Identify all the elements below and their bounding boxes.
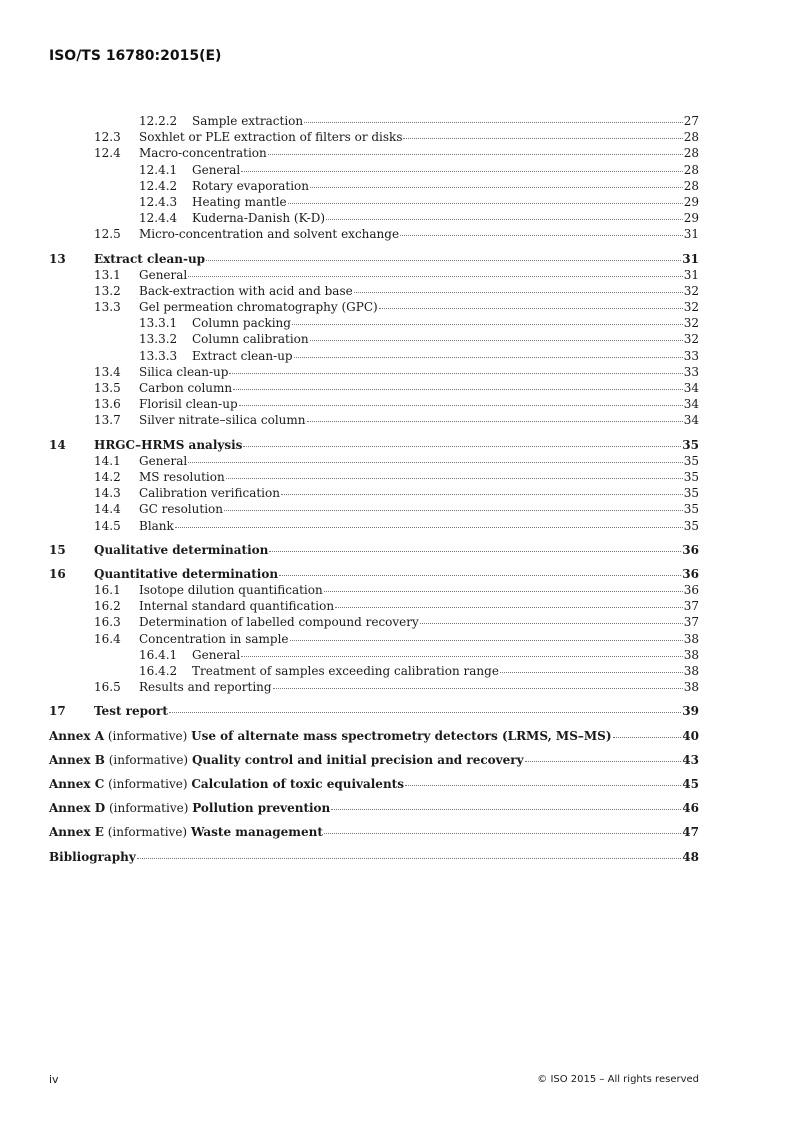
toc-entry-number: 16 xyxy=(49,566,66,581)
toc-entry[interactable] xyxy=(49,598,699,614)
dot-leader xyxy=(226,478,683,479)
dot-leader xyxy=(613,737,682,738)
dot-leader xyxy=(331,809,681,810)
annex-kind: (informative) xyxy=(108,801,189,816)
toc-entry-page: 35 xyxy=(683,518,699,533)
dot-leader xyxy=(304,122,683,123)
toc-entry-page: 29 xyxy=(683,194,699,209)
dot-leader xyxy=(324,833,681,834)
toc-entry[interactable] xyxy=(49,145,699,161)
toc-entry-page: 32 xyxy=(683,300,699,315)
toc-entry[interactable] xyxy=(49,113,699,129)
toc-entry[interactable] xyxy=(49,348,699,364)
toc-entry-title: Silica clean-up xyxy=(139,364,229,379)
dot-leader xyxy=(188,462,682,463)
toc-entry[interactable] xyxy=(49,251,699,267)
toc-entry-number: 12.2.2 xyxy=(139,114,178,128)
dot-leader xyxy=(268,154,683,155)
dot-leader xyxy=(241,656,682,657)
toc-entry-number: 14.5 xyxy=(94,518,121,533)
toc-entry-number: 16.4.1 xyxy=(139,647,178,662)
toc-entry[interactable] xyxy=(49,267,699,283)
toc-entry-title: General xyxy=(192,647,241,662)
toc-entry[interactable] xyxy=(49,331,699,347)
dot-leader xyxy=(243,446,681,447)
toc-entry-title: General xyxy=(139,267,188,282)
toc-entry[interactable] xyxy=(49,663,699,679)
dot-leader xyxy=(239,405,683,406)
toc-entry-title: Qualitative determination xyxy=(94,542,269,557)
dot-leader xyxy=(241,171,682,172)
toc-entry-number: 16.4 xyxy=(94,631,121,646)
toc-entry-title: Test report xyxy=(94,704,168,719)
toc-entry-number: 13.2 xyxy=(94,283,121,298)
toc-entry[interactable] xyxy=(49,299,699,315)
dot-leader xyxy=(324,591,683,592)
toc-entry-number: 13.3 xyxy=(94,300,121,315)
toc-entry[interactable] xyxy=(49,752,699,768)
toc-entry[interactable] xyxy=(49,703,699,719)
toc-entry-number: 12.5 xyxy=(94,227,121,242)
dot-leader xyxy=(169,712,681,713)
dot-leader xyxy=(400,235,683,236)
toc-entry-page: 35 xyxy=(683,453,699,468)
toc-entry-title xyxy=(49,800,330,816)
annex-label: Annex E xyxy=(49,825,104,840)
dot-leader xyxy=(233,389,683,390)
toc-entry-page: 36 xyxy=(682,566,699,581)
toc-entry-title: Isotope dilution quantification xyxy=(139,583,323,598)
toc-entry-number: 16.5 xyxy=(94,680,121,695)
toc-entry-number: 12.4 xyxy=(94,146,121,161)
copyright-notice: © ISO 2015 – All rights reserved xyxy=(537,1074,699,1085)
toc-entry-title: General xyxy=(192,162,241,177)
dot-leader xyxy=(290,640,683,641)
toc-entry-number: 14.3 xyxy=(94,486,121,501)
toc-entry[interactable] xyxy=(49,412,699,428)
toc-entry-title: Carbon column xyxy=(139,381,233,395)
dot-leader xyxy=(405,785,681,786)
toc-entry-page: 48 xyxy=(682,849,699,864)
toc-entry-title xyxy=(49,849,136,865)
toc-entry-title: Silver nitrate–silica column xyxy=(139,413,306,428)
toc-entry-number: 13.4 xyxy=(94,364,121,379)
dot-leader xyxy=(269,551,681,552)
toc-entry-number: 12.4.2 xyxy=(139,178,178,193)
toc-entry-page: 32 xyxy=(683,316,699,331)
annex-label: Annex B xyxy=(49,752,105,767)
toc-entry[interactable] xyxy=(49,824,699,840)
dot-leader xyxy=(500,672,683,673)
toc-entry-page: 28 xyxy=(683,146,699,161)
toc-entry-page: 34 xyxy=(683,413,699,428)
toc-entry[interactable] xyxy=(49,566,699,582)
toc-entry-title: Micro-concentration and solvent exchange xyxy=(139,227,400,242)
dot-leader xyxy=(206,260,681,261)
toc-entry[interactable] xyxy=(49,485,699,501)
toc-entry-page: 33 xyxy=(683,348,699,363)
toc-entry-number: 13.6 xyxy=(94,397,121,412)
toc-entry-title: Determination of labelled compound recovery xyxy=(139,615,419,630)
toc-entry-page: 47 xyxy=(682,825,699,840)
toc-entry-number: 16.4.2 xyxy=(139,664,178,678)
annex-label: Annex A xyxy=(49,728,105,743)
toc-entry-title: Concentration in sample xyxy=(139,631,289,646)
dot-leader xyxy=(188,276,682,277)
dot-leader xyxy=(525,761,682,762)
dot-leader xyxy=(279,575,681,576)
dot-leader xyxy=(310,340,683,341)
toc-entry-title: Back-extraction with acid and base xyxy=(139,283,353,298)
toc-entry[interactable] xyxy=(49,800,699,816)
toc-entry-page: 45 xyxy=(682,776,699,791)
annex-title: Waste management xyxy=(190,825,323,840)
toc-entry-title: Results and reporting xyxy=(139,680,272,695)
toc-entry[interactable] xyxy=(49,315,699,331)
toc-entry-number: 13.5 xyxy=(94,381,121,395)
toc-entry-title: Extract clean-up xyxy=(192,348,293,363)
toc-entry[interactable] xyxy=(49,364,699,380)
dot-leader xyxy=(175,527,683,528)
toc-entry-page: 35 xyxy=(683,502,699,517)
toc-entry-title: Blank xyxy=(139,518,174,533)
toc-entry-number: 13.7 xyxy=(94,413,121,428)
toc-entry-number: 16.1 xyxy=(94,583,121,598)
toc-entry-page: 28 xyxy=(683,178,699,193)
dot-leader xyxy=(294,357,683,358)
toc-entry-number: 13 xyxy=(49,251,66,266)
toc-entry-number: 15 xyxy=(49,542,66,557)
dot-leader xyxy=(420,623,683,624)
dot-leader xyxy=(281,494,683,495)
toc-entry[interactable] xyxy=(49,469,699,485)
toc-entry-page: 38 xyxy=(683,631,699,646)
annex-label: Annex D xyxy=(49,801,106,816)
toc-entry-page: 31 xyxy=(682,251,699,266)
table-of-contents xyxy=(49,113,699,865)
toc-entry-number: 13.3.2 xyxy=(139,332,178,347)
toc-entry-title: GC resolution xyxy=(139,502,223,517)
toc-entry[interactable] xyxy=(49,178,699,194)
dot-leader xyxy=(224,510,683,511)
toc-entry[interactable] xyxy=(49,162,699,178)
toc-entry-title: Treatment of samples exceeding calibration range xyxy=(192,664,499,678)
toc-entry-title: Internal standard quantification xyxy=(139,599,335,614)
annex-kind: (informative) xyxy=(108,752,189,767)
toc-entry[interactable] xyxy=(49,283,699,299)
annex-kind: (informative) xyxy=(107,825,188,840)
dot-leader xyxy=(137,858,682,859)
dot-leader xyxy=(354,292,683,293)
toc-entry-number: 17 xyxy=(49,704,66,719)
document-id: ISO/TS 16780:2015(E) xyxy=(49,48,222,64)
dot-leader xyxy=(335,607,683,608)
toc-entry-title xyxy=(49,752,524,768)
toc-entry-page: 46 xyxy=(682,801,699,816)
toc-entry-title: Florisil clean-up xyxy=(139,397,238,412)
toc-entry-page: 31 xyxy=(683,227,699,242)
toc-entry-page: 40 xyxy=(682,728,699,743)
dot-leader xyxy=(292,324,683,325)
toc-entry-page: 39 xyxy=(682,704,699,719)
dot-leader xyxy=(310,187,683,188)
dot-leader xyxy=(326,219,683,220)
toc-entry-page: 38 xyxy=(683,647,699,662)
toc-entry-page: 38 xyxy=(683,680,699,695)
toc-entry-number: 12.3 xyxy=(94,130,121,145)
toc-entry-page: 28 xyxy=(683,162,699,177)
dot-leader xyxy=(379,308,683,309)
toc-entry-page: 28 xyxy=(683,130,699,145)
toc-entry-page: 32 xyxy=(683,332,699,347)
toc-entry-title: Heating mantle xyxy=(192,194,287,209)
dot-leader xyxy=(229,373,682,374)
annex-kind: (informative) xyxy=(107,728,188,743)
annex-title: Pollution prevention xyxy=(192,801,331,816)
toc-entry-number: 12.4.1 xyxy=(139,162,178,177)
toc-entry-number: 12.4.3 xyxy=(139,194,178,209)
toc-entry[interactable] xyxy=(49,453,699,469)
toc-entry-page: 43 xyxy=(682,752,699,767)
toc-entry[interactable] xyxy=(49,542,699,558)
toc-entry-number: 14.1 xyxy=(94,453,121,468)
toc-entry-title: Gel permeation chromatography (GPC) xyxy=(139,300,378,315)
toc-entry-page: 34 xyxy=(683,397,699,412)
annex-title: Bibliography xyxy=(49,849,136,864)
toc-entry-page: 35 xyxy=(683,469,699,484)
dot-leader xyxy=(288,203,683,204)
toc-entry-title: Column calibration xyxy=(192,332,309,347)
toc-entry[interactable] xyxy=(49,194,699,210)
toc-entry-number: 14.2 xyxy=(94,469,121,484)
dot-leader xyxy=(307,421,683,422)
toc-entry[interactable] xyxy=(49,396,699,412)
toc-entry-page: 36 xyxy=(683,583,699,598)
toc-entry-title: Extract clean-up xyxy=(94,251,206,266)
toc-entry-title xyxy=(49,824,323,840)
annex-kind: (informative) xyxy=(108,776,188,791)
toc-entry-number: 16.3 xyxy=(94,615,121,630)
toc-entry-page: 36 xyxy=(682,542,699,557)
toc-entry-title: HRGC–HRMS analysis xyxy=(94,437,243,452)
toc-entry-page: 37 xyxy=(683,615,699,630)
toc-entry[interactable] xyxy=(49,647,699,663)
toc-entry-title: Kuderna-Danish (K-D) xyxy=(192,211,326,226)
toc-entry-page: 37 xyxy=(683,599,699,614)
toc-entry[interactable] xyxy=(49,582,699,598)
toc-entry-title: General xyxy=(139,453,188,468)
toc-entry-title: Quantitative determination xyxy=(94,566,279,581)
toc-entry[interactable] xyxy=(49,437,699,453)
toc-entry-number: 14.4 xyxy=(94,502,121,517)
toc-entry-page: 29 xyxy=(683,211,699,226)
toc-entry[interactable] xyxy=(49,776,699,792)
toc-entry-title xyxy=(49,728,612,744)
toc-entry-page: 27 xyxy=(683,114,699,128)
annex-title: Use of alternate mass spectrometry detectors (LRMS, MS–MS) xyxy=(191,728,612,743)
toc-entry-page: 35 xyxy=(683,486,699,501)
toc-entry[interactable] xyxy=(49,518,699,534)
annex-title: Calculation of toxic equivalents xyxy=(191,776,404,791)
dot-leader xyxy=(273,688,683,689)
toc-entry-title: Macro-concentration xyxy=(139,146,267,161)
annex-label: Annex C xyxy=(49,776,105,791)
toc-entry-page: 32 xyxy=(683,283,699,298)
toc-entry-title: Soxhlet or PLE extraction of filters or disks xyxy=(139,130,403,145)
toc-entry[interactable] xyxy=(49,380,699,396)
toc-entry-title: Sample extraction xyxy=(192,114,304,128)
toc-entry[interactable] xyxy=(49,226,699,242)
toc-entry-page: 31 xyxy=(683,267,699,282)
toc-entry-title: Rotary evaporation xyxy=(192,178,310,193)
toc-entry-page: 35 xyxy=(682,437,699,452)
toc-entry[interactable] xyxy=(49,728,699,744)
toc-entry-title xyxy=(49,776,404,792)
dot-leader xyxy=(403,138,682,139)
toc-entry-number: 13.3.1 xyxy=(139,316,178,331)
toc-entry-title: Calibration verification xyxy=(139,486,280,501)
toc-entry-page: 34 xyxy=(683,381,699,395)
toc-entry[interactable] xyxy=(49,631,699,647)
toc-entry-number: 16.2 xyxy=(94,599,121,614)
toc-entry-number: 13.1 xyxy=(94,267,121,282)
toc-entry-page: 38 xyxy=(683,664,699,678)
page-number: iv xyxy=(49,1073,59,1086)
toc-entry-number: 13.3.3 xyxy=(139,348,178,363)
toc-entry[interactable] xyxy=(49,614,699,630)
toc-entry[interactable] xyxy=(49,129,699,145)
toc-entry[interactable] xyxy=(49,849,699,865)
toc-entry[interactable] xyxy=(49,501,699,517)
toc-entry-page: 33 xyxy=(683,364,699,379)
toc-entry[interactable] xyxy=(49,210,699,226)
annex-title: Quality control and initial precision and recovery xyxy=(191,752,524,767)
toc-entry-title: MS resolution xyxy=(139,469,225,484)
toc-entry[interactable] xyxy=(49,679,699,695)
toc-entry-title: Column packing xyxy=(192,316,291,331)
toc-entry-number: 12.4.4 xyxy=(139,211,178,226)
toc-entry-number: 14 xyxy=(49,437,66,452)
